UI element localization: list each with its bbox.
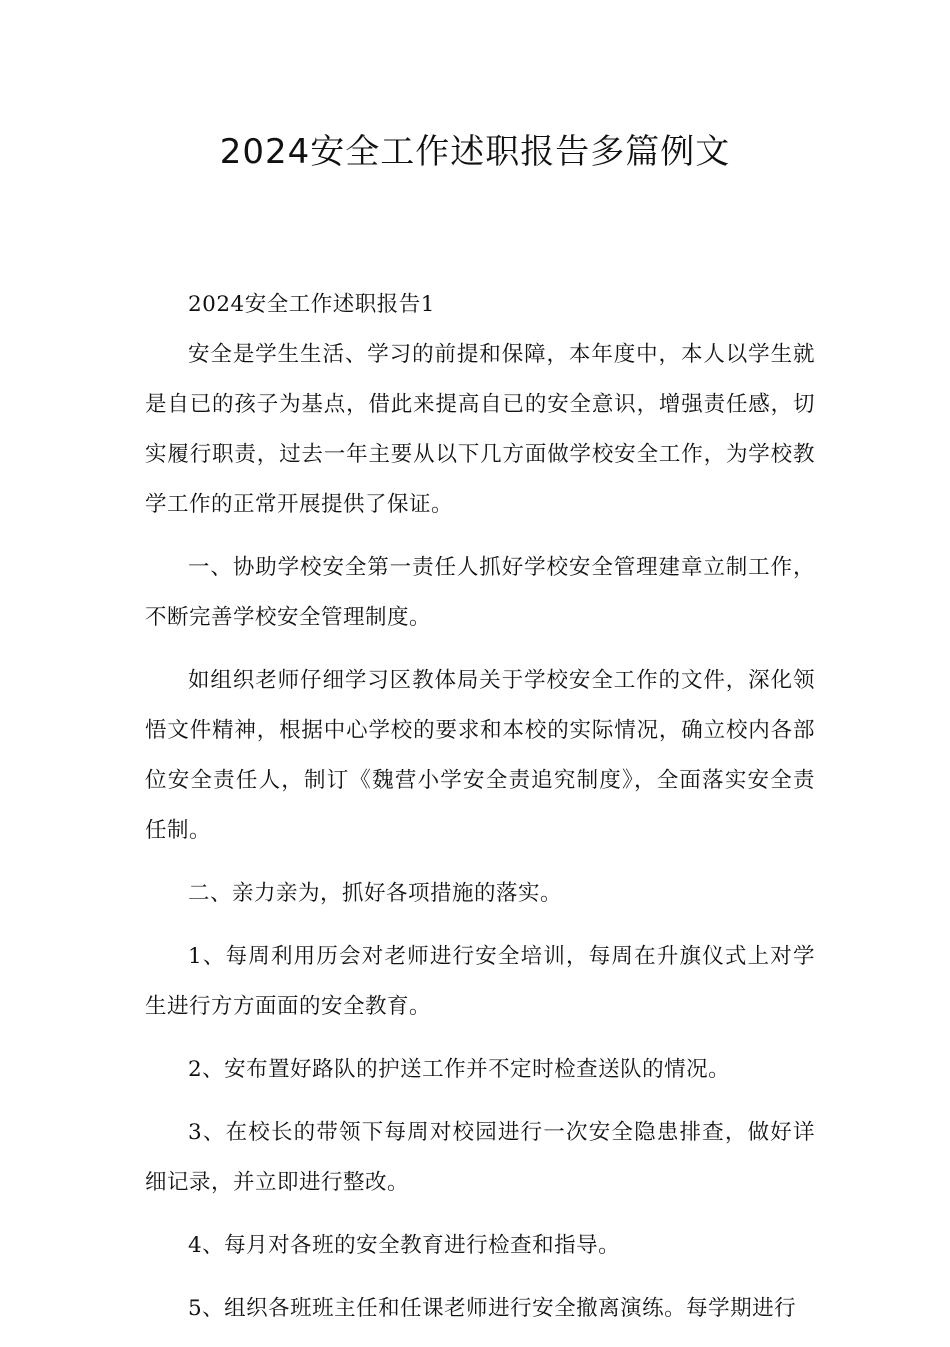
paragraph-item-3: 3、在校长的带领下每周对校园进行一次安全隐患排查，做好详细记录，并立即进行整改。 (145, 1120, 815, 1195)
paragraph-point-two: 二、亲力亲为，抓好各项措施的落实。 (188, 881, 563, 906)
paragraph-item-2: 2、安布置好路队的护送工作并不定时检查送队的情况。 (188, 1057, 731, 1082)
paragraph-point-one: 一、协助学校安全第一责任人抓好学校安全管理建章立制工作，不断完善学校安全管理制度。 (145, 555, 815, 630)
paragraph-item-5: 5、组织各班班主任和任课老师进行安全撤离演练。每学期进行 (188, 1296, 797, 1321)
paragraph-point-one-detail: 如组织老师仔细学习区教体局关于学校安全工作的文件，深化领悟文件精神，根据中心学校的要求和本校的实际情况，确立校内各部位安全责任人，制订《魏营小学安全责追究制度》，全面落实安全责任制。 (145, 668, 815, 843)
document-body (145, 280, 815, 1347)
paragraph-item-1: 1、每周利用历会对老师进行安全培训，每周在升旗仪式上对学生进行方方面面的安全教育。 (145, 944, 815, 1019)
section-heading: 2024安全工作述职报告1 (188, 292, 435, 317)
document-title: 2024安全工作述职报告多篇例文 (219, 132, 731, 172)
paragraph-item-4: 4、每月对各班的安全教育进行检查和指导。 (188, 1233, 621, 1258)
paragraph-intro: 安全是学生生活、学习的前提和保障，本年度中，本人以学生就是自已的孩子为基点，借此来提高自已的安全意识，增强责任感，切实履行职责，过去一年主要从以下几方面做学校安全工作，为学校教学工作的正常开展提供了保证。 (145, 342, 815, 517)
